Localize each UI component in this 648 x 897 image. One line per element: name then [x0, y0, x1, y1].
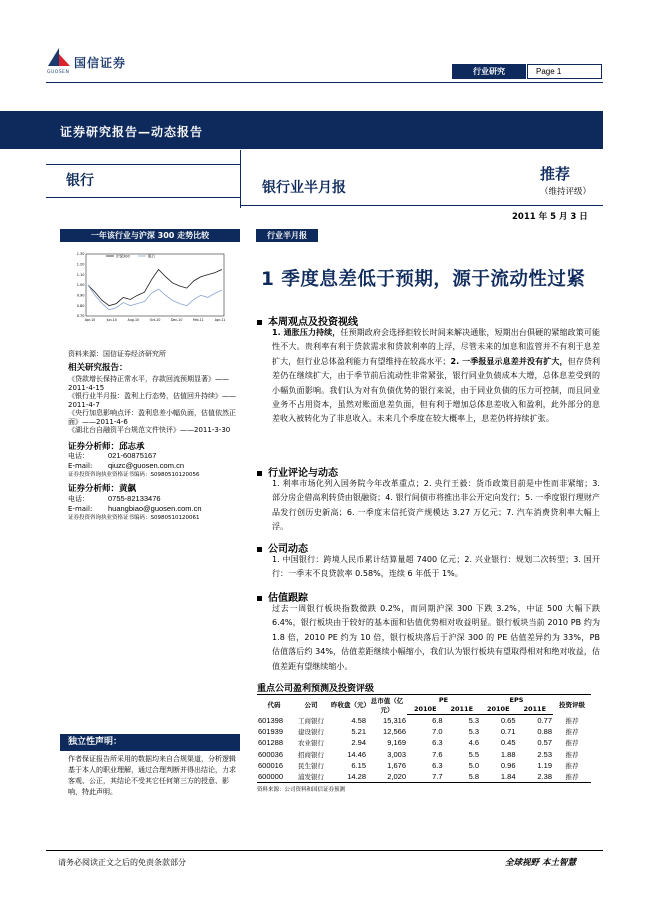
vertical-divider: [240, 150, 241, 208]
table-cell: 民生银行: [298, 761, 324, 770]
y-tick-label: 1.10: [76, 272, 85, 277]
table-cell: 6.3: [432, 760, 443, 770]
table-cell: 2.38: [517, 771, 554, 782]
legend-label-hs300: 沪深300: [116, 254, 130, 259]
table-cell: 7.0: [432, 726, 443, 736]
table-cell: 14.28: [331, 771, 367, 782]
chart-heading: 一年该行业与沪深 300 走势比较: [60, 229, 240, 242]
table-cell: 建设银行: [298, 727, 324, 736]
table-row: [257, 748, 591, 759]
table-cell: 0.77: [537, 715, 552, 725]
analyst-title: 证券分析师：: [68, 484, 120, 494]
section-heading: 公司动态: [257, 540, 308, 555]
table-row: [257, 760, 591, 771]
table-row: [257, 737, 591, 748]
report-tag: 行业半月报: [256, 229, 318, 242]
guosen-logo-icon: [46, 46, 72, 68]
x-tick-label: Dec-10: [170, 318, 183, 322]
logo-subtext: GUOSEN: [47, 70, 70, 75]
table-cell: 1.88: [500, 749, 516, 759]
footer-rule: [46, 850, 603, 851]
section-heading: 估值跟踪: [257, 589, 308, 604]
table-cell: 推荐: [553, 771, 591, 782]
y-tick-label: 0.80: [76, 303, 85, 308]
table-cell: 5.21: [351, 726, 366, 736]
table-cell: 1.84: [480, 771, 517, 782]
related-report-item[interactable]: 《银行业半月报：盈利上行态势，估值回升持续》——2011-4-7: [68, 392, 236, 409]
table-cell: 推荐: [565, 739, 579, 748]
x-tick-label: Apr-11: [214, 318, 226, 322]
plot-frame: [86, 254, 224, 316]
table-cell: 12,566: [383, 726, 406, 736]
table-cell: 浦发银行: [291, 771, 331, 782]
analyst-block: [68, 443, 243, 480]
table-cell: 0.57: [537, 738, 552, 748]
banner-title: 证券研究报告—动态报告: [60, 125, 204, 139]
report-date: 2011 年 5 月 3 日: [512, 212, 588, 222]
table-cell: 2.53: [537, 749, 552, 759]
section-body: 1. 中国银行：跨境人民币累计结算量超 7400 亿元；2. 兴业银行：规划二次转型；3. 国开行：一季末不良贷款率 0.58%，连续 6 年低于 1%。: [272, 555, 600, 579]
table-cell: 600000: [257, 771, 291, 782]
table-cell: 6.8: [432, 715, 443, 725]
table-cell: 5.0: [468, 760, 479, 770]
sector-label: 行业研究: [452, 64, 526, 79]
table-cell: 601288: [258, 738, 284, 748]
table-cell: 600016: [258, 760, 284, 770]
phone-label: 电话：: [68, 494, 89, 503]
table-cell: 农业银行: [298, 739, 324, 748]
related-report-item[interactable]: 《湖北台自融资平台规范文件快评》——2011-3-30: [68, 426, 231, 434]
y-tick-label: 0.90: [76, 293, 85, 298]
table-cell: 5.3: [468, 715, 479, 725]
table-cell: 1,676: [387, 760, 406, 770]
analyst-cert: S0980510120061: [150, 514, 200, 521]
forecast-table-title: 重点公司盈利预测及投资评级: [257, 684, 375, 694]
series-line-bank: [88, 285, 222, 310]
table-cell: 15,316: [383, 715, 406, 725]
table-cell: 601398: [258, 715, 284, 725]
slogan: 全球视野 本土智慧: [505, 858, 576, 868]
table-cell: 5.8: [444, 771, 481, 782]
table-cell: 推荐: [565, 761, 579, 770]
section-heading: 行业评论与动态: [257, 464, 338, 479]
col-header-year: 2010E: [480, 705, 517, 715]
independence-text: 作者保证报告所采用的数据均来自合规渠道，分析逻辑基于本人的职业理解，通过合理判断并得出结论，力求客观、公正，其结论不受其它任何第三方的授意、影响，特此声明。: [68, 755, 236, 796]
table-cell: 601939: [258, 726, 284, 736]
cert-label: 证券投资咨询执业资格证书编码：: [68, 514, 151, 521]
disclaimer-note: 请务必阅读正文之后的免责条款部分: [58, 858, 186, 867]
related-reports-title: 相关研究报告：: [68, 363, 128, 373]
analyst-name: 邱志承: [119, 441, 145, 452]
table-row: [257, 771, 591, 782]
y-tick-label: 1.30: [76, 252, 85, 257]
table-cell: 推荐: [565, 727, 579, 736]
table-cell: 2,020: [367, 771, 407, 782]
col-header-mcap: 总市值（亿元）: [367, 695, 407, 715]
analyst-name: 黄飙: [119, 484, 137, 494]
rating-note: （维持评级）: [540, 187, 592, 197]
cert-label: 证券投资咨询执业资格证书编码：: [68, 472, 151, 478]
email-label: E-mail:: [68, 462, 93, 470]
table-cell: 招商银行: [298, 750, 324, 759]
related-reports-list: [68, 375, 243, 522]
analyst-block: [68, 485, 243, 522]
table-cell: 14.46: [347, 749, 366, 759]
table-cell: 0.71: [500, 726, 516, 736]
table-cell: 0.96: [500, 760, 516, 770]
col-header-year: 2010E: [407, 705, 444, 715]
analyst-email[interactable]: huangbiao@guosen.com.cn: [108, 503, 202, 513]
col-header-year: 2011E: [444, 705, 481, 715]
table-cell: 6.3: [432, 738, 443, 748]
table-cell: 600036: [258, 749, 284, 759]
table-cell: 推荐: [565, 716, 579, 725]
email-label: E-mail:: [68, 504, 93, 513]
related-report-item[interactable]: 《贷款增长保持正常水平，存款回流预期显著》——2011-4-15: [68, 375, 229, 392]
col-header-company: 公司: [291, 695, 331, 715]
analyst-email[interactable]: qiuzc@guosen.com.cn: [108, 461, 184, 470]
table-row: [257, 715, 591, 726]
x-tick-label: Oct-10: [149, 318, 161, 322]
col-header-eps: EPS: [480, 695, 553, 705]
col-header-code: 代码: [257, 695, 291, 715]
table-cell: 工商银行: [298, 716, 324, 725]
series-line-hs300: [88, 270, 222, 306]
legend-label-bank: 银行: [148, 254, 155, 259]
section-body: 1. 利率市场化列入国务院今年改革重点；2. 央行王毅：货币政策目前是中性而非紧缩；3. 部分房企借高利转贷由银融资；4. 银行间债市将推出非公开定向发行；5. 一季度银行理财产品发行创历史新高；6. 一季度末信托资产规模达 3.27 万亿元；7. 汽车消费贷利率大幅上浮。: [272, 479, 600, 532]
table-cell: 7.7: [407, 771, 444, 782]
rating: 推荐: [540, 165, 571, 183]
header-rule: [46, 82, 603, 83]
y-tick-label: 1.20: [76, 262, 85, 267]
table-cell: 推荐: [565, 750, 579, 759]
table-cell: 6.15: [351, 760, 366, 770]
logo-text: 国信证券: [74, 56, 127, 70]
table-cell: 4.6: [468, 738, 479, 748]
section-body: 1. 通胀压力持续，任预期政府会选择拒较长时间来解决通胀，短期出台俱硬的紧缩政策可能性不大。贵利率有利于贷款需求和贷款利率的上浮，尽管未来的加息和监管并不有利于息差扩大，但行业总体盈利能力有望维持在较高水平；2. 一季报显示息差并没有扩大，但存贷利差仍在继续扩大，由于季节前后流动性非常紧张，银行同业负债成本大增，总体息差受到的小幅负面影响。我们认为对有负债优势的银行来说，由于同业负债的压力可控制，而且同业业务不占用资本，虽然对账面息差负面，但有利于增加总体息差收入和盈利，此外部分的息差收入被转化为了非息收入。未来几个季度在较大概率上，息差仍将持续扩张。: [272, 328, 600, 424]
y-tick-label: 0.70: [76, 314, 85, 319]
table-cell: 9,169: [387, 738, 406, 748]
related-report-item[interactable]: 《央行加息影响点评：盈利息差小幅负面，估值依然正面》——2011-4-6: [68, 409, 236, 426]
x-tick-label: Apr-10: [84, 318, 96, 322]
table-cell: 2.94: [351, 738, 366, 748]
divider: [46, 164, 240, 165]
table-row: [257, 726, 591, 737]
analyst-phone: 0755-82133476: [108, 493, 161, 503]
table-cell: 0.65: [500, 715, 516, 725]
forecast-table: [257, 694, 591, 783]
trend-chart: [70, 250, 228, 330]
analyst-title: 证券分析师：: [68, 441, 120, 452]
col-header-close: 昨收盘（元）: [331, 695, 367, 715]
divider: [241, 205, 603, 206]
independence-heading: 独立性声明：: [60, 734, 240, 751]
section-body: 过去一周银行板块指数微跌 0.2%，而同期沪深 300 下跌 3.2%，中证 500 大幅下跌 6.4%，银行板块由于较好的基本面和估值优势相对收益明显。银行板块当前 2010 PB 约为 1.8 倍，2010 PE 约为 10 倍，银行板块落后于沪深 300 的 PE 估值差异约为 33%，PB 估值落后约 34%，估值差距继续小幅缩小，我们认为银行板块有望取得相对和绝对收益，估值差距有望继续缩小。: [272, 604, 600, 671]
table-cell: 5.5: [468, 749, 479, 759]
col-header-rating: 投资评级: [553, 695, 591, 715]
report-name: 银行业半月报: [262, 180, 346, 196]
col-header-year: 2011E: [517, 705, 554, 715]
col-header-pe: PE: [407, 695, 480, 705]
table-cell: 0.88: [537, 726, 552, 736]
analyst-cert: S0980510120056: [150, 472, 200, 478]
table-cell: 7.6: [432, 749, 443, 759]
y-tick-label: 1.00: [76, 283, 85, 288]
x-tick-label: Jun-10: [106, 318, 117, 322]
table-source: 资料来源：公司资料和国信证券预测: [257, 787, 346, 793]
chart-source: 资料来源：国信证券经济研究所: [68, 350, 166, 358]
page-number: Page 1: [527, 64, 602, 79]
divider: [46, 197, 240, 198]
section-heading: 本周观点及投资视线: [257, 313, 358, 328]
table-cell: 0.45: [500, 738, 516, 748]
table-cell: 5.3: [468, 726, 479, 736]
x-tick-label: Aug-10: [127, 318, 140, 322]
table-cell: 1.19: [537, 760, 552, 770]
x-tick-label: Feb-11: [192, 318, 204, 322]
phone-label: 电话：: [68, 452, 89, 460]
table-cell: 4.58: [351, 715, 366, 725]
analyst-phone: 021-60875167: [108, 451, 157, 460]
main-title: 1 季度息差低于预期，源于流动性过紧: [261, 269, 586, 290]
industry-name: 银行: [66, 173, 94, 189]
table-cell: 3,003: [387, 749, 406, 759]
